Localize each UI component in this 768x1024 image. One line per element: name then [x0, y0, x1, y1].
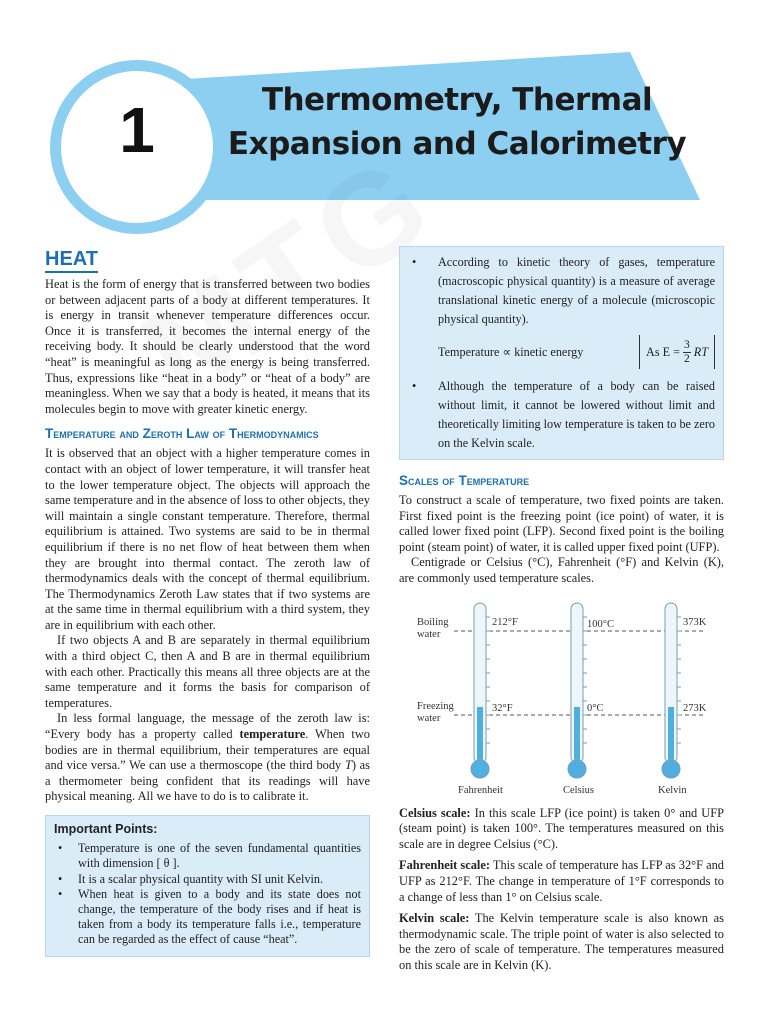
formula-rt: RT: [693, 344, 708, 359]
freezing-label-line1: Freezing: [417, 700, 454, 712]
celsius-thermometer: [568, 603, 587, 778]
important-point-3: • When heat is given to a body and its state does not change, the temperature of the body rises and if heat is taken from a body its temperature falls i.e., temperature can be regarded as the effect of cause “heat”.: [54, 887, 361, 948]
important-points-list: [54, 841, 361, 947]
fahrenheit-text: This scale of temperature has LFP as 32°F and UFP as 212°F. The change in temperature of 1°F corresponds to a change of less than 1° on Celsius scale.: [399, 858, 724, 904]
fahrenheit-upper-value: 212°F: [492, 616, 518, 628]
body-t-symbol: T: [344, 758, 352, 773]
celsius-upper-value: 100°C: [587, 618, 614, 630]
fahrenheit-caption: Fahrenheit: [458, 784, 503, 796]
boiling-label-line2: water: [417, 628, 441, 640]
important-point-1: • Temperature is one of the seven fundamental quantities with dimension [ θ ].: [54, 841, 361, 871]
chapter-title-line1: Thermometry, Thermal: [261, 82, 653, 118]
formula-numerator: 3: [684, 338, 690, 351]
right-column: [399, 248, 724, 980]
fahrenheit-definition: [399, 858, 724, 905]
formula-as: As E =: [646, 344, 681, 359]
kelvin-text: The Kelvin temperature scale is also known as thermodynamic scale. The triple point of water is also selected to be the zero of scale of temperature. The temperatures measured on this scale are in Kelvin (K).: [399, 911, 724, 972]
celsius-term: Celsius scale:: [399, 805, 471, 820]
freezing-label-line2: water: [417, 712, 441, 724]
kinetic-point-1-text: According to kinetic theory of gases, temperature (macroscopic physical quantity) is a measure of average translational kinetic energy of a molecule (microscopic physical quantity).: [438, 255, 715, 326]
fahrenheit-term: Fahrenheit scale:: [399, 858, 490, 873]
formula-denominator: 2: [684, 352, 690, 365]
important-point-2: • It is a scalar physical quantity with SI unit Kelvin.: [54, 872, 361, 887]
celsius-caption: Celsius: [563, 784, 594, 796]
chapter-title-line2: Expansion and Calorimetry: [227, 126, 687, 162]
heat-paragraph: Heat is the form of energy that is transferred between two bodies or between adjacent parts of a body at different temperatures. It is energy in transit whenever temperature differences occur. Once it is transferred, it becomes the internal energy of the receiving body. It should be clearly understood that the word “heat” is meaningful as long as the energy is being transferred. Thus, expressions like “heat in a body” or “heat of a body” are meaningless. When we say that a body is heated, it means that its molecules begin to move with greater kinetic energy.: [45, 277, 370, 416]
zeroth-p3-text-b: . When two bodies are in thermal equilibrium, their temperatures are equal and vice versa.” We can use a thermoscope (the third body: [45, 727, 370, 773]
kelvin-definition: [399, 911, 724, 973]
formula-row: [438, 335, 715, 369]
scales-heading: Scales of Temperature: [399, 473, 530, 488]
celsius-definition: [399, 806, 724, 853]
chapter-title: [222, 78, 692, 166]
fahrenheit-thermometer: [471, 603, 490, 778]
celsius-text: In this scale LFP (ice point) is taken 0° and UFP (steam point) is taken 100°. The temperatures measured on this scale are in degree Celsius (°C).: [399, 805, 724, 851]
zeroth-paragraph-3: [45, 711, 370, 805]
formula-bracket: [639, 335, 715, 369]
kinetic-point-2: • Although the temperature of a body can be raised without limit, it cannot be lowered without limit and theoretically limiting low temperature is taken to be zero on the Kelvin scale.: [408, 377, 715, 453]
zeroth-paragraph-2: If two objects A and B are separately in thermal equilibrium with a third object C, then A and B are in thermal equilibrium with each other. Practically this means all three objects are at the same temperature and it forms the basis for comparison of temperatures.: [45, 633, 370, 710]
heat-heading: HEAT: [45, 248, 98, 273]
zeroth-p3-text-c: ) as a thermometer being confident that its readings will have physical meaning. All we have to do is to calibrate it.: [45, 758, 370, 804]
kinetic-point-1: [408, 253, 715, 369]
boiling-label-line1: Boiling: [417, 616, 449, 628]
kinetic-theory-box: [399, 246, 724, 460]
important-points-title: Important Points:: [54, 822, 158, 836]
temperature-term: temperature: [239, 727, 306, 742]
boiling-label: [417, 617, 449, 641]
kelvin-thermometer: [662, 603, 681, 778]
celsius-lower-value: 0°C: [587, 702, 604, 714]
scales-paragraph-1: To construct a scale of temperature, two fixed points are taken. First fixed point is the freezing point (ice point) of water, it is called lower fixed point (LFP). Second fixed point is the boiling point (steam point) of water, it is called upper fixed point (UFP).: [399, 493, 724, 554]
kelvin-term: Kelvin scale:: [399, 911, 470, 926]
kelvin-lower-value: 273K: [683, 702, 707, 714]
scales-paragraph-2: Centigrade or Celsius (°C), Fahrenheit (°F) and Kelvin (K), are commonly used temperature scales.: [399, 555, 724, 585]
zeroth-p3-text-a: In less formal language, the message of the zeroth law is: “Every body has a property called: [45, 711, 370, 742]
formula-proportional: Temperature ∝ kinetic energy: [438, 344, 584, 359]
freezing-label: [417, 701, 454, 725]
zeroth-paragraph-1: It is observed that an object with a higher temperature comes in contact with an object of lower temperature, it will transfer heat to the lower temperature object. The objects will approach the same temperature and in the absence of loss to other objects, they will maintain a single constant temperature. Therefore, thermal equilibrium is attained. Two systems are said to be in thermal equilibrium if there is no net flow of heat between them when they are brought into thermal contact. The zeroth law of thermodynamics deals with the concept of thermal equilibrium. The Thermodynamics Zeroth Law states that if two systems are at the same time in thermal equilibrium with a third system, they are in equilibrium with each other.: [45, 446, 370, 632]
formula-fraction: [683, 339, 691, 366]
kelvin-upper-value: 373K: [683, 616, 707, 628]
kinetic-points-list: [408, 253, 715, 453]
kelvin-caption: Kelvin: [658, 784, 687, 796]
left-column: [45, 248, 370, 957]
important-points-box: [45, 815, 370, 957]
zeroth-law-heading: Temperature and Zeroth Law of Thermodynamics: [45, 426, 319, 442]
scale-definitions: [399, 806, 724, 974]
fahrenheit-lower-value: 32°F: [492, 702, 513, 714]
thermometer-figure: [399, 595, 724, 800]
chapter-number: 1: [119, 94, 155, 166]
chapter-header: [0, 0, 768, 240]
